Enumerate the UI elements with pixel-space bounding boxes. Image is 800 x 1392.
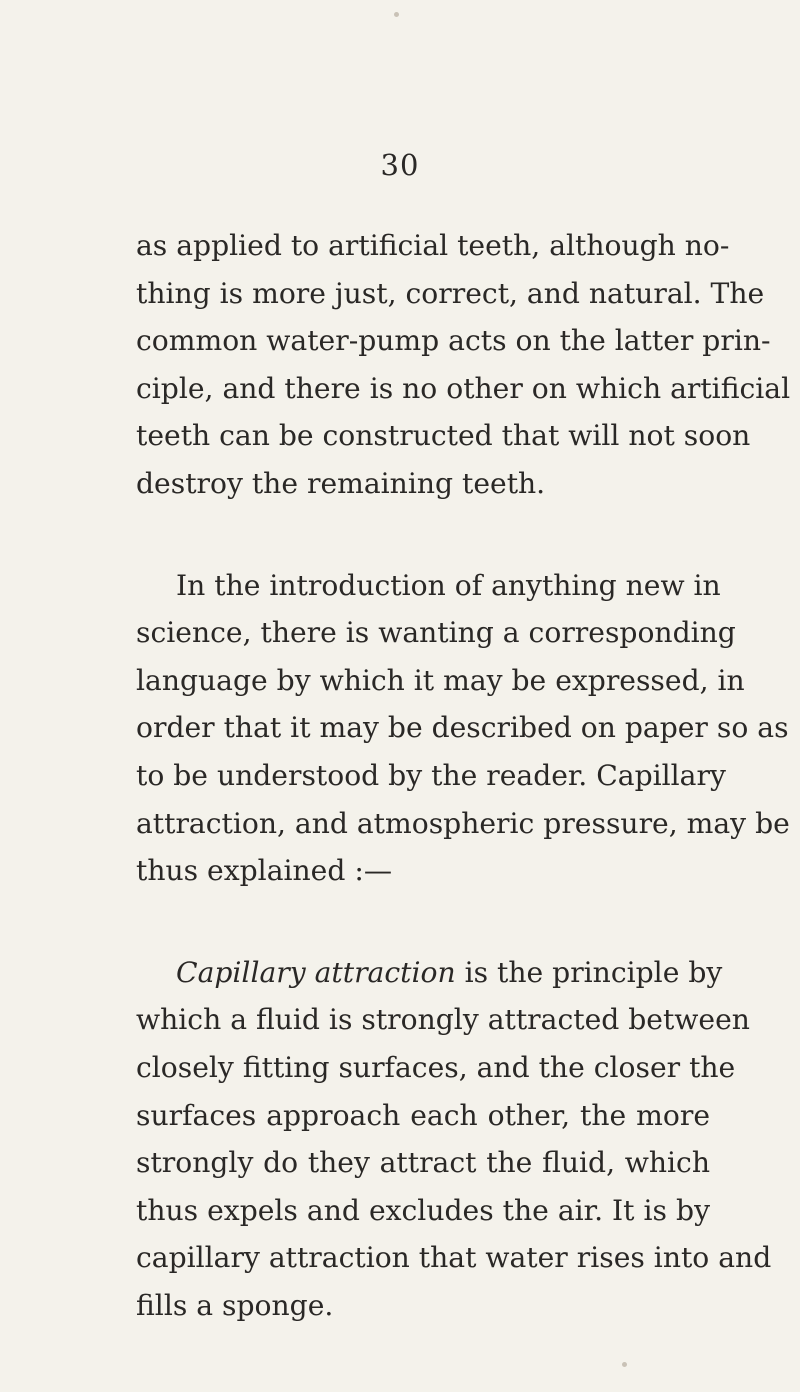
- paragraph: [136, 562, 790, 895]
- paper-speck: [394, 12, 399, 17]
- text-line: language by which it may be expressed, in: [136, 663, 745, 697]
- text-line: capillary attraction that water rises into and: [136, 1241, 772, 1275]
- text-line: strongly do they attract the fluid, which: [136, 1146, 710, 1180]
- paragraph: [136, 222, 791, 508]
- text-line: thus explained :—: [136, 854, 393, 888]
- page-number: 30: [380, 148, 420, 182]
- text-line: [136, 949, 723, 997]
- text-line: fills a sponge.: [136, 1288, 334, 1322]
- text-line: ciple, and there is no other on which artificial: [136, 371, 791, 405]
- text-line: closely fitting surfaces, and the closer the: [136, 1050, 736, 1084]
- text-line: science, there is wanting a corresponding: [136, 616, 736, 650]
- text-line: which a fluid is strongly attracted between: [136, 1003, 750, 1037]
- text-line: destroy the remaining teeth.: [136, 466, 546, 500]
- text-line: thing is more just, correct, and natural. The: [136, 276, 765, 310]
- text-line: attraction, and atmospheric pressure, may be: [136, 806, 790, 840]
- text-line: thus expels and excludes the air. It is by: [136, 1193, 710, 1227]
- text-line: surfaces approach each other, the more: [136, 1098, 710, 1132]
- text-line: In the introduction of anything new in: [176, 568, 721, 602]
- text-line: as applied to artificial teeth, although no-: [136, 229, 730, 262]
- text-line: common water-pump acts on the latter prin-: [136, 324, 771, 358]
- paragraph: [136, 949, 772, 1330]
- body-text: [136, 222, 791, 1329]
- paper-speck: [622, 1362, 627, 1367]
- text-line: teeth can be constructed that will not soon: [136, 419, 751, 453]
- text-line: order that it may be described on paper so as: [136, 711, 789, 745]
- text-line: to be understood by the reader. Capillary: [136, 758, 726, 792]
- text-fragment: is the principle by: [455, 955, 723, 989]
- italic-term: Capillary attraction: [176, 955, 456, 989]
